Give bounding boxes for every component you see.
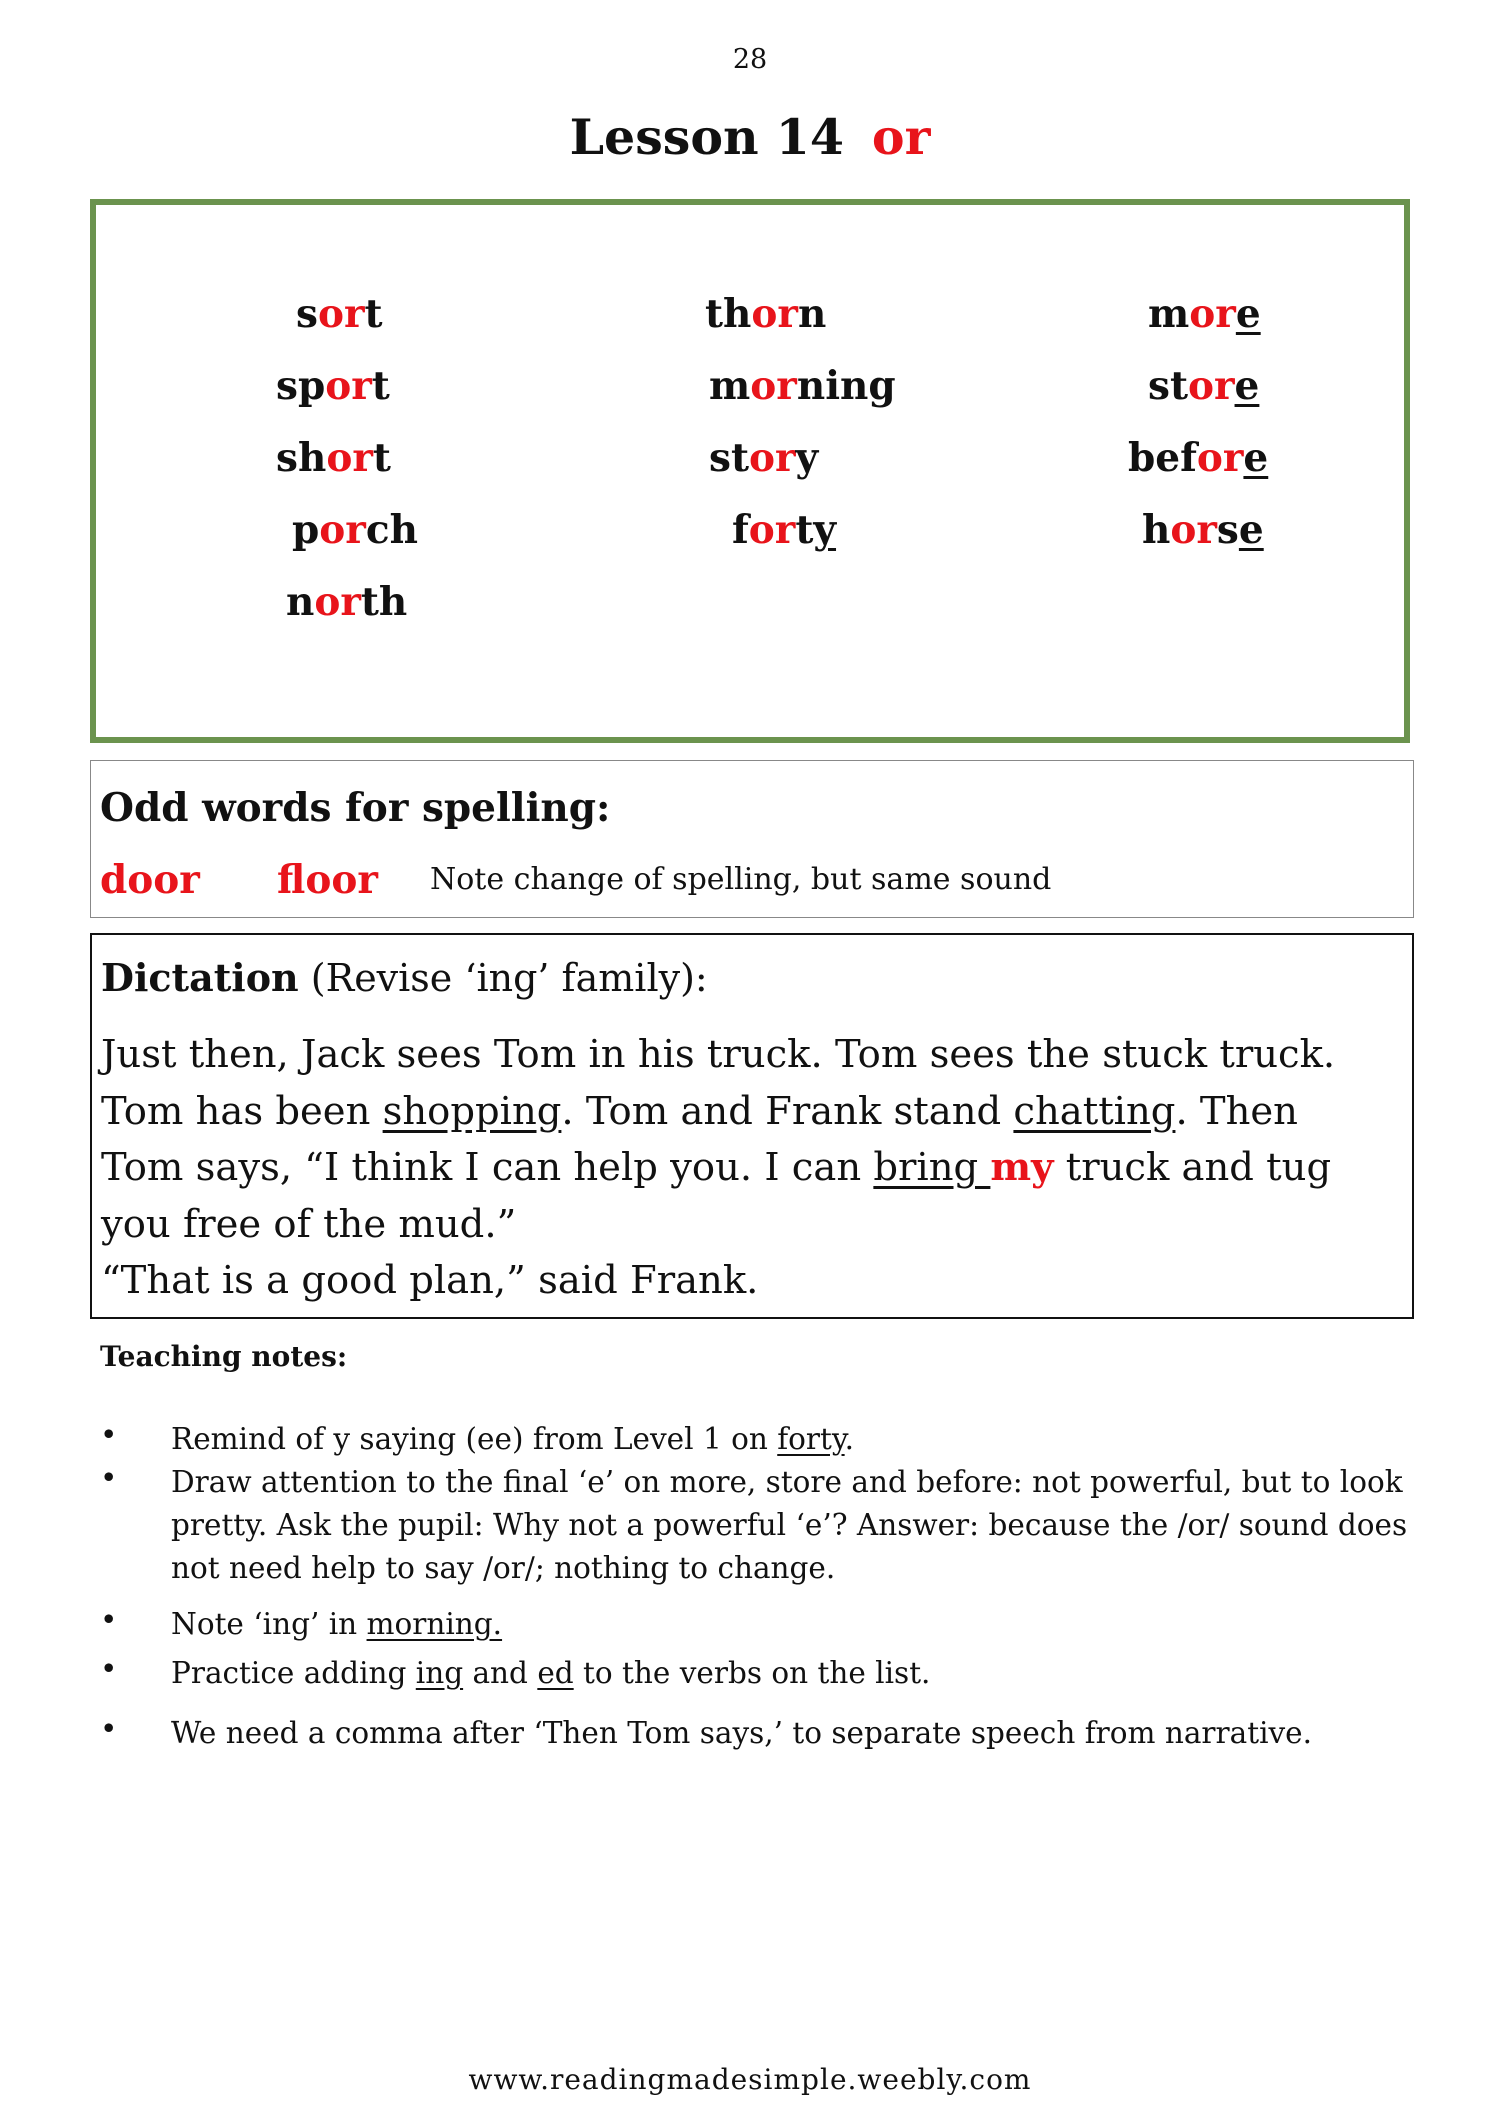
page-number: 28 <box>732 44 768 75</box>
dictation-line-4: you free of the mud.” <box>101 1201 517 1247</box>
bullet-icon: • <box>100 1712 118 1746</box>
bullet-icon: • <box>100 1461 118 1495</box>
word-more: more <box>1148 291 1261 337</box>
odd-word-floor: floor <box>277 857 378 903</box>
word-store: store <box>1148 363 1260 409</box>
word-sport: sport <box>276 363 390 409</box>
teaching-note-1: • Remind of y saying (ee) from Level 1 on forty. <box>100 1418 855 1456</box>
lesson-label: Lesson 14 <box>569 108 844 166</box>
teaching-note-4: • Practice adding ing and ed to the verbs on the list. <box>100 1652 931 1690</box>
word-morning: morning <box>709 363 896 409</box>
odd-words-heading: Odd words for spelling: <box>100 785 611 831</box>
dictation-line-1: Just then, Jack sees Tom in his truck. Tom sees the stuck truck. <box>101 1032 1336 1077</box>
odd-words-note: Note change of spelling, but same sound <box>430 862 1052 897</box>
bullet-icon: • <box>100 1418 118 1452</box>
word-before: before <box>1128 435 1269 481</box>
word-thorn: thorn <box>705 291 827 337</box>
word-forty: forty <box>732 507 837 553</box>
word-story: story <box>709 435 819 481</box>
word-north: north <box>286 579 408 625</box>
odd-words-box <box>90 760 1414 918</box>
odd-word-door: door <box>100 857 200 903</box>
bullet-icon: • <box>100 1652 118 1686</box>
dictation-line-5: “That is a good plan,” said Frank. <box>101 1258 759 1303</box>
bullet-icon: • <box>100 1603 118 1637</box>
lesson-sound: or <box>871 108 931 166</box>
teaching-note-2: • Draw attention to the final ‘e’ on more, store and before: not powerful, but to look pretty. Ask the pupil: Why not a powerful ‘e’? Answer: because the /or/ sound does not need help to say /or/; nothing to change. <box>100 1461 1408 1585</box>
dictation-line-3: Tom says, “I think I can help you. I can bring my truck and tug <box>101 1145 1332 1190</box>
lesson-title <box>0 108 1500 166</box>
dictation-text <box>101 1027 1411 1310</box>
word-sort: sort <box>296 291 383 337</box>
dictation-box <box>90 933 1414 1319</box>
word-list-box <box>90 199 1410 743</box>
word-horse: horse <box>1142 507 1264 553</box>
teaching-note-3: • Note ‘ing’ in morning. <box>100 1603 503 1641</box>
teaching-notes-heading: Teaching notes: <box>100 1340 348 1373</box>
teaching-note-5: • We need a comma after ‘Then Tom says,’ to separate speech from narrative. <box>100 1712 1313 1750</box>
footer-url: www.readingmadesimple.weebly.com <box>468 2063 1032 2096</box>
word-porch: porch <box>292 507 418 553</box>
word-short: short <box>276 435 391 481</box>
dictation-heading: Dictation (Revise ‘ing’ family): <box>101 955 708 1000</box>
teaching-notes-list <box>100 1418 1410 1755</box>
dictation-line-2: Tom has been shopping. Tom and Frank stand chatting. Then <box>101 1088 1298 1134</box>
